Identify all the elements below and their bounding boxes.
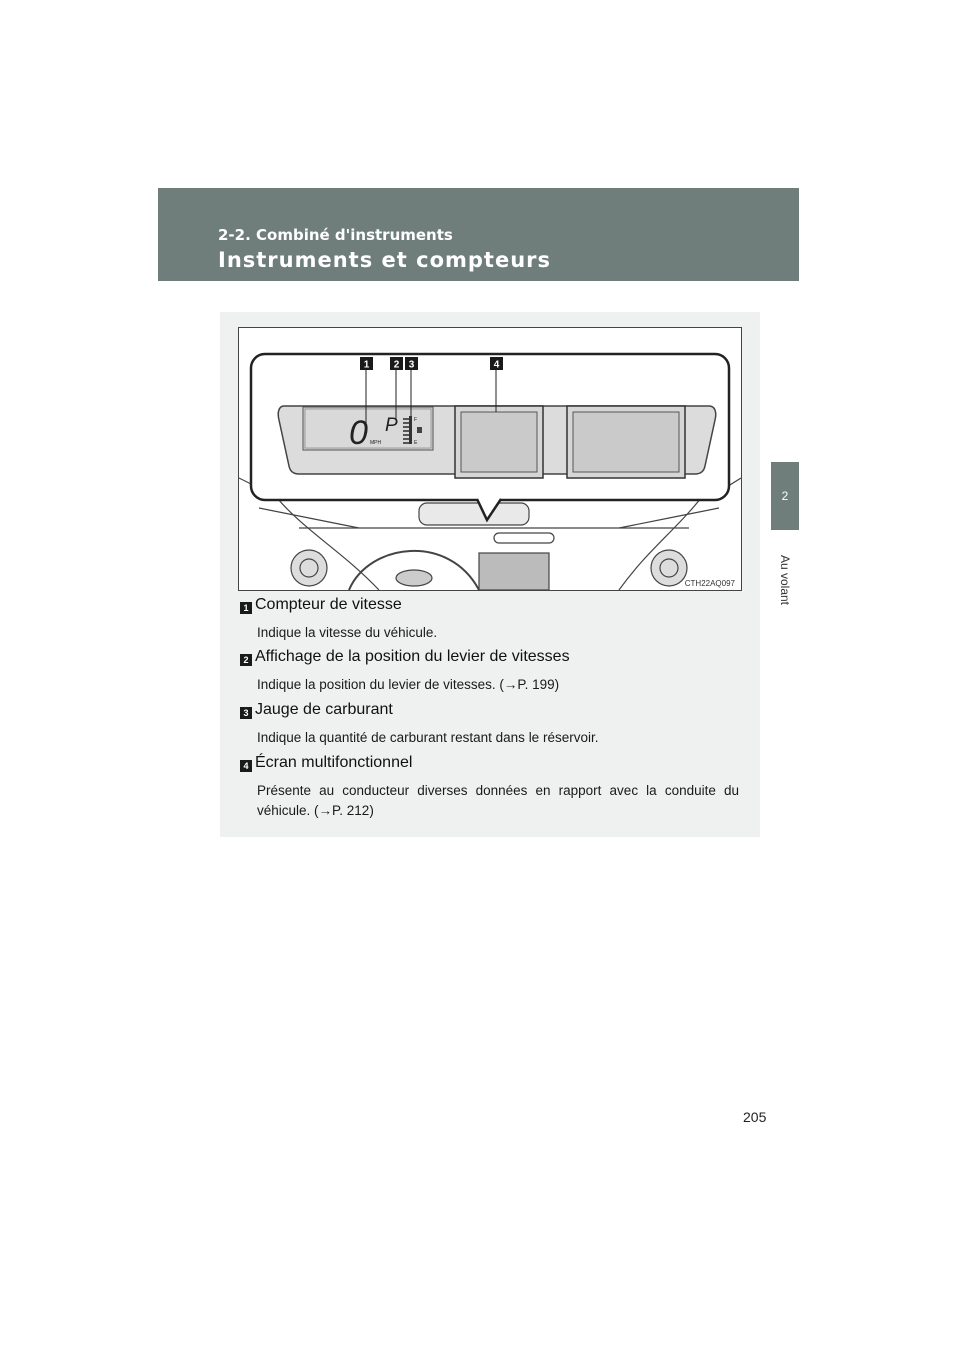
callout-1-text: 1 (363, 359, 370, 371)
instrument-cluster-figure (238, 327, 742, 591)
callout-3-text: 3 (408, 359, 415, 371)
dashboard-illustration (239, 328, 741, 590)
speed-readout: 0 (349, 414, 368, 452)
item-title: Compteur de vitesse (255, 596, 402, 613)
shift-position: P (385, 415, 398, 436)
item-description: Indique la vitesse du véhicule. (257, 625, 438, 640)
item-description: Indique la quantité de carburant restant dans le réservoir. (257, 730, 599, 745)
item-description: Indique la position du levier de vitesses. (→P. 199) (257, 677, 560, 692)
fuel-pump-icon (417, 427, 422, 433)
item-title: Écran multifonctionnel (255, 754, 413, 771)
content-panel (220, 312, 760, 837)
item-number: 3 (240, 707, 252, 719)
section-label: 2-2. Combiné d'instruments (218, 226, 453, 244)
item-number: 4 (240, 760, 252, 772)
callout-2 (390, 357, 403, 371)
page-title: Instruments et compteurs (218, 248, 552, 272)
figure-code: CTH22AQ097 (684, 579, 735, 588)
speed-unit: MPH (370, 440, 382, 446)
callout-4-text: 4 (493, 359, 500, 371)
item-title: Jauge de carburant (255, 701, 393, 718)
callout-1 (360, 357, 373, 371)
chapter-label: Au volant (778, 554, 792, 606)
callout-3 (405, 357, 418, 371)
item-number: 1 (240, 602, 252, 614)
item-title: Affichage de la position du levier de vitesses (255, 648, 570, 665)
callout-2-text: 2 (393, 359, 400, 371)
item-number: 2 (240, 654, 252, 666)
page-number: 205 (743, 1109, 767, 1125)
chapter-tab: 2 (771, 462, 799, 530)
item-description: Présente au conducteur diverses données en rapport avec la conduite du véhicule. (→P. 212) (257, 783, 739, 818)
section-header (158, 188, 799, 281)
fuel-empty-label: E (414, 440, 418, 446)
callout-4 (490, 357, 503, 371)
fuel-full-label: F (414, 417, 418, 423)
